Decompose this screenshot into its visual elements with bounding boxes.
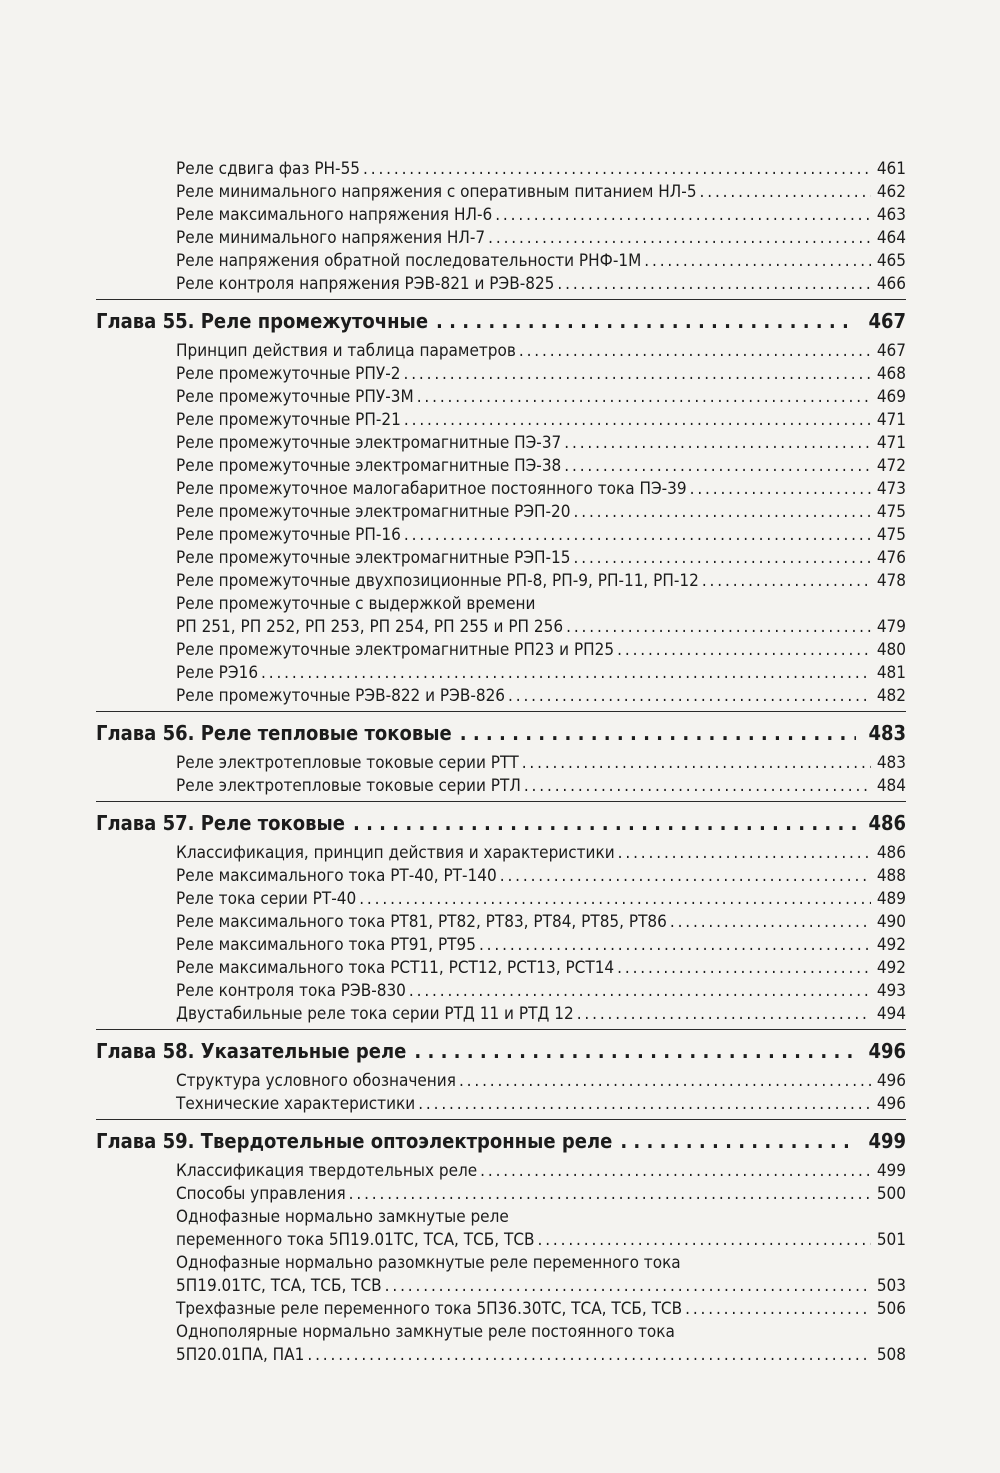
toc-page-number: 483 bbox=[868, 721, 906, 745]
toc-page-number: 461 bbox=[876, 159, 906, 179]
dot-leader bbox=[538, 1229, 871, 1252]
toc-page-number: 478 bbox=[876, 571, 906, 591]
toc-entry[interactable] bbox=[176, 1229, 906, 1252]
toc-entry-title: 5П20.01ПА, ПА1 bbox=[176, 1345, 305, 1365]
toc-entry[interactable] bbox=[176, 501, 906, 524]
toc-entry[interactable] bbox=[176, 616, 906, 639]
dot-leader bbox=[495, 204, 871, 227]
dot-leader bbox=[644, 250, 871, 273]
toc-page-number: 508 bbox=[876, 1345, 906, 1365]
toc-page-number: 475 bbox=[876, 525, 906, 545]
toc-page-number: 489 bbox=[876, 889, 906, 909]
dot-leader bbox=[363, 158, 871, 181]
toc-entry[interactable] bbox=[176, 593, 906, 616]
dot-leader bbox=[403, 363, 870, 386]
dot-leader bbox=[564, 432, 871, 455]
toc-page-number: 492 bbox=[876, 958, 906, 978]
toc-entry[interactable] bbox=[176, 204, 906, 227]
dot-leader bbox=[522, 752, 871, 775]
toc-entry-title: Реле РЭ16 bbox=[176, 663, 259, 683]
toc-page-number: 503 bbox=[876, 1276, 906, 1296]
toc-entry[interactable] bbox=[176, 752, 906, 775]
toc-entry-title: Глава 57. Реле токовые bbox=[96, 811, 345, 835]
toc-entry-title: Реле сдвига фаз РН-55 bbox=[176, 159, 361, 179]
toc-page-number: 499 bbox=[876, 1161, 906, 1181]
toc-entry-title: Реле промежуточные электромагнитные РП23 и РП25 bbox=[176, 640, 615, 660]
toc-entry-title: Реле промежуточные электромагнитные ПЭ-38 bbox=[176, 456, 562, 476]
toc-page-number: 488 bbox=[876, 866, 906, 886]
toc-page-number: 475 bbox=[876, 502, 906, 522]
toc-page-number: 471 bbox=[876, 410, 906, 430]
toc-entry-title: Реле напряжения обратной последовательности РНФ-1М bbox=[176, 251, 642, 271]
dot-leader bbox=[418, 1093, 871, 1116]
toc-entry-title: Реле промежуточные электромагнитные РЭП-20 bbox=[176, 502, 571, 522]
dot-leader bbox=[353, 810, 856, 836]
toc-entry[interactable] bbox=[176, 1321, 906, 1344]
toc-page-number: 496 bbox=[876, 1094, 906, 1114]
toc-entry-title: Глава 58. Указательные реле bbox=[96, 1039, 407, 1063]
toc-entry[interactable] bbox=[176, 639, 906, 662]
dot-leader bbox=[480, 1160, 871, 1183]
dot-leader bbox=[690, 478, 871, 501]
toc-page-number: 500 bbox=[876, 1184, 906, 1204]
toc-entry[interactable] bbox=[176, 1298, 906, 1321]
toc-entry-title: Реле промежуточные РП-16 bbox=[176, 525, 401, 545]
dot-leader bbox=[670, 911, 871, 934]
toc-page-number: 472 bbox=[876, 456, 906, 476]
toc-entry[interactable] bbox=[176, 455, 906, 478]
toc-entry-title: Реле промежуточные электромагнитные РЭП-15 bbox=[176, 548, 571, 568]
toc-entry[interactable] bbox=[176, 1275, 906, 1298]
toc-entry-title: переменного тока 5П19.01ТС, ТСА, ТСБ, ТСВ bbox=[176, 1230, 535, 1250]
dot-leader bbox=[261, 662, 871, 685]
toc-entry-title: Классификация твердотельных реле bbox=[176, 1161, 478, 1181]
toc-page-number: 467 bbox=[868, 309, 906, 333]
toc-page-number: 471 bbox=[876, 433, 906, 453]
dot-leader bbox=[618, 842, 871, 865]
toc-entry-title: Реле промежуточные РПУ-3М bbox=[176, 387, 414, 407]
dot-leader bbox=[385, 1275, 871, 1298]
toc-page-number: 490 bbox=[876, 912, 906, 932]
dot-leader bbox=[359, 888, 871, 911]
dot-leader bbox=[617, 957, 871, 980]
toc-entry-title: Глава 55. Реле промежуточные bbox=[96, 309, 429, 333]
chapter-divider bbox=[96, 801, 906, 802]
toc-entry[interactable] bbox=[176, 1070, 906, 1093]
toc-page-number: 483 bbox=[876, 753, 906, 773]
toc-entry-title: Структура условного обозначения bbox=[176, 1071, 456, 1091]
toc-page-number: 469 bbox=[876, 387, 906, 407]
dot-leader bbox=[566, 616, 871, 639]
dot-leader bbox=[488, 227, 871, 250]
toc-entry-title: Реле максимального тока РТ81, РТ82, РТ83, РТ84, РТ85, РТ86 bbox=[176, 912, 667, 932]
dot-leader bbox=[617, 639, 871, 662]
dot-leader bbox=[685, 1298, 871, 1321]
toc-entry-title: Реле максимального тока РТ-40, РТ-140 bbox=[176, 866, 497, 886]
toc-entry-title: Реле промежуточное малогабаритное постоянного тока ПЭ-39 bbox=[176, 479, 687, 499]
dot-leader bbox=[519, 340, 871, 363]
toc-entry-title: Способы управления bbox=[176, 1184, 346, 1204]
toc-entry-title: Реле электротепловые токовые серии РТЛ bbox=[176, 776, 521, 796]
toc-entry[interactable] bbox=[176, 570, 906, 593]
toc-entry[interactable] bbox=[176, 1183, 906, 1206]
toc-chapter-heading[interactable] bbox=[96, 810, 906, 836]
dot-leader bbox=[564, 455, 871, 478]
toc-entry-title: Реле максимального напряжения НЛ-6 bbox=[176, 205, 493, 225]
toc-chapter-heading[interactable] bbox=[96, 1128, 906, 1154]
dot-leader bbox=[557, 273, 870, 296]
toc-entry[interactable] bbox=[176, 1003, 906, 1026]
toc-entry-title: Реле максимального тока РСТ11, РСТ12, РСТ13, РСТ14 bbox=[176, 958, 615, 978]
chapter-divider bbox=[96, 1029, 906, 1030]
toc-entry-title: Реле электротепловые токовые серии РТТ bbox=[176, 753, 519, 773]
toc-page-number: 481 bbox=[876, 663, 906, 683]
toc-entry[interactable] bbox=[176, 409, 906, 432]
toc-page-number: 492 bbox=[876, 935, 906, 955]
toc-entry-title: РП 251, РП 252, РП 253, РП 254, РП 255 и РП 256 bbox=[176, 617, 564, 637]
toc-entry-title: Реле промежуточные с выдержкой времени bbox=[176, 594, 536, 614]
toc-page-number: 467 bbox=[876, 341, 906, 361]
toc-page-number: 468 bbox=[876, 364, 906, 384]
toc-entry-title: Классификация, принцип действия и характеристики bbox=[176, 843, 615, 863]
toc-page-number: 473 bbox=[876, 479, 906, 499]
toc-entry[interactable] bbox=[176, 865, 906, 888]
toc-entry[interactable] bbox=[176, 386, 906, 409]
dot-leader bbox=[409, 980, 871, 1003]
toc-entry[interactable] bbox=[176, 957, 906, 980]
dot-leader bbox=[404, 524, 871, 547]
toc-entry[interactable] bbox=[176, 273, 906, 296]
toc-entry-title: Реле промежуточные РП-21 bbox=[176, 410, 401, 430]
dot-leader bbox=[349, 1183, 871, 1206]
toc-entry[interactable] bbox=[176, 432, 906, 455]
toc-entry-title: Реле промежуточные электромагнитные ПЭ-37 bbox=[176, 433, 562, 453]
toc-entry-title: Реле контроля напряжения РЭВ-821 и РЭВ-825 bbox=[176, 274, 555, 294]
chapter-divider bbox=[96, 711, 906, 712]
toc-entry[interactable] bbox=[176, 363, 906, 386]
toc-page-number: 494 bbox=[876, 1004, 906, 1024]
toc-entry[interactable] bbox=[176, 911, 906, 934]
toc-entry[interactable] bbox=[176, 1252, 906, 1275]
dot-leader bbox=[577, 1003, 871, 1026]
toc-page-number: 463 bbox=[876, 205, 906, 225]
toc-page-number: 506 bbox=[876, 1299, 906, 1319]
toc-entry[interactable] bbox=[176, 181, 906, 204]
dot-leader bbox=[460, 720, 857, 746]
chapter-divider bbox=[96, 299, 906, 300]
toc-chapter-heading[interactable] bbox=[96, 720, 906, 746]
toc-chapter-heading[interactable] bbox=[96, 308, 906, 334]
toc-entry-title: Принцип действия и таблица параметров bbox=[176, 341, 516, 361]
toc-page-number: 480 bbox=[876, 640, 906, 660]
dot-leader bbox=[500, 865, 871, 888]
dot-leader bbox=[508, 685, 871, 708]
dot-leader bbox=[700, 181, 871, 204]
toc-entry[interactable] bbox=[176, 478, 906, 501]
toc-entry[interactable] bbox=[176, 1206, 906, 1229]
toc-entry-title: Двустабильные реле тока серии РТД 11 и РТД 12 bbox=[176, 1004, 574, 1024]
toc-entry-title: Однополярные нормально замкнутые реле постоянного тока bbox=[176, 1322, 675, 1342]
dot-leader bbox=[574, 547, 871, 570]
toc-entry[interactable] bbox=[176, 250, 906, 273]
dot-leader bbox=[459, 1070, 871, 1093]
toc-entry[interactable] bbox=[176, 158, 906, 181]
toc-entry[interactable] bbox=[176, 980, 906, 1003]
toc-entry[interactable] bbox=[176, 524, 906, 547]
dot-leader bbox=[414, 1038, 856, 1064]
toc-entry-title: 5П19.01ТС, ТСА, ТСБ, ТСВ bbox=[176, 1276, 382, 1296]
dot-leader bbox=[404, 409, 871, 432]
toc-page-number: 465 bbox=[876, 251, 906, 271]
toc-page-number: 496 bbox=[868, 1039, 906, 1063]
dot-leader bbox=[620, 1128, 856, 1154]
toc-page-number: 476 bbox=[876, 548, 906, 568]
toc-entry-title: Реле контроля тока РЭВ-830 bbox=[176, 981, 406, 1001]
toc-entry-title: Реле минимального напряжения НЛ-7 bbox=[176, 228, 486, 248]
toc-entry-title: Реле минимального напряжения с оперативным питанием НЛ-5 bbox=[176, 182, 697, 202]
dot-leader bbox=[574, 501, 871, 524]
toc-entry[interactable] bbox=[176, 888, 906, 911]
toc-entry[interactable] bbox=[176, 662, 906, 685]
toc-entry[interactable] bbox=[176, 934, 906, 957]
dot-leader bbox=[479, 934, 871, 957]
chapter-divider bbox=[96, 1119, 906, 1120]
toc-entry[interactable] bbox=[176, 1160, 906, 1183]
toc-entry-title: Трехфазные реле переменного тока 5П36.30ТС, ТСА, ТСБ, ТСВ bbox=[176, 1299, 683, 1319]
dot-leader bbox=[436, 308, 856, 334]
dot-leader bbox=[524, 775, 871, 798]
toc-entry-title: Реле максимального тока РТ91, РТ95 bbox=[176, 935, 476, 955]
toc-entry[interactable] bbox=[176, 685, 906, 708]
toc-page-number: 479 bbox=[876, 617, 906, 637]
toc-entry[interactable] bbox=[176, 1093, 906, 1116]
toc-page-number: 486 bbox=[868, 811, 906, 835]
toc-entry[interactable] bbox=[176, 842, 906, 865]
toc-entry-title: Технические характеристики bbox=[176, 1094, 416, 1114]
toc-page-number: 499 bbox=[868, 1129, 906, 1153]
toc-page-number: 486 bbox=[876, 843, 906, 863]
dot-leader bbox=[307, 1344, 870, 1367]
toc-entry[interactable] bbox=[176, 775, 906, 798]
toc-entry[interactable] bbox=[176, 340, 906, 363]
dot-leader bbox=[702, 570, 871, 593]
toc-entry-title: Глава 56. Реле тепловые токовые bbox=[96, 721, 452, 745]
toc-entry-title: Реле промежуточные РПУ-2 bbox=[176, 364, 401, 384]
dot-leader bbox=[417, 386, 871, 409]
toc-entry-title: Однофазные нормально замкнутые реле bbox=[176, 1207, 509, 1227]
toc-entry-title: Реле тока серии РТ-40 bbox=[176, 889, 357, 909]
toc-page-number: 484 bbox=[876, 776, 906, 796]
toc-entry-title: Реле промежуточные двухпозиционные РП-8, РП-9, РП-11, РП-12 bbox=[176, 571, 699, 591]
toc-entry[interactable] bbox=[176, 1344, 906, 1367]
toc-page-number: 493 bbox=[876, 981, 906, 1001]
toc-page-number: 496 bbox=[876, 1071, 906, 1091]
toc-chapter-heading[interactable] bbox=[96, 1038, 906, 1064]
toc-entry[interactable] bbox=[176, 227, 906, 250]
toc-entry-title: Глава 59. Твердотельные оптоэлектронные реле bbox=[96, 1129, 613, 1153]
toc-entry[interactable] bbox=[176, 547, 906, 570]
toc-page-number: 462 bbox=[876, 182, 906, 202]
toc-page-number: 501 bbox=[876, 1230, 906, 1250]
toc-page-number: 466 bbox=[876, 274, 906, 294]
toc-entry-title: Реле промежуточные РЭВ-822 и РЭВ-826 bbox=[176, 686, 506, 706]
toc-page-number: 464 bbox=[876, 228, 906, 248]
toc-page-number: 482 bbox=[876, 686, 906, 706]
toc-entry-title: Однофазные нормально разомкнутые реле переменного тока bbox=[176, 1253, 681, 1273]
